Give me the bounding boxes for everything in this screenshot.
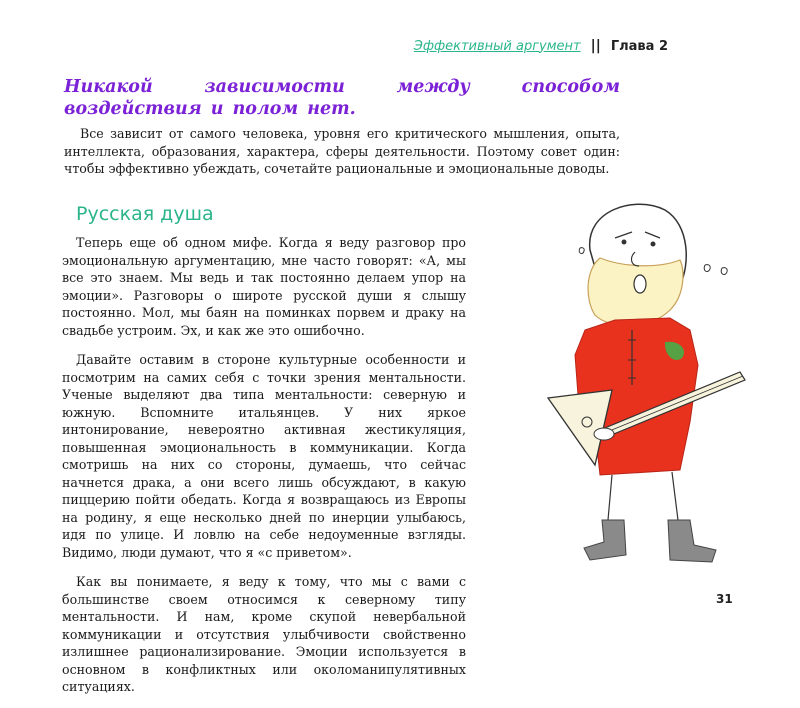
eye-left — [622, 240, 627, 245]
body-paragraph: Давайте оставим в стороне культурные особенности и посмотрим на самих себя с точки зрения ментальности. Ученые выделяют два типа ментальности: северную и южную. Вспомните итальянцев. У них яркое интонирование, невероятно активная жестикуляция, повышенная эмоциональность в коммуникации. Когда смотришь на них со стороны, думаешь, что сейчас начнется драка, а они всего лишь обсуждают, в какую пиццерию пойти обедать. Когда я возвращаюсь из Европы на родину, я еще несколько дней по инерции улыбаюсь, идя по улице. И ловлю на себе недоуменные взгляды. Видимо, люди думают, что я «с приветом». — [62, 352, 466, 560]
page-number: 31 — [716, 592, 733, 606]
section-body — [62, 234, 466, 708]
leg-right — [672, 472, 678, 520]
chapter-number: Глава 2 — [610, 38, 668, 54]
beard — [588, 258, 683, 326]
eye-right — [651, 242, 656, 247]
chapter-title: Эффективный аргумент — [413, 38, 581, 54]
lead-statement: Никакой зависимости между способом воздействия и полом нет. — [64, 77, 620, 119]
intro-paragraph: Все зависит от самого человека, уровня его критического мышления, опыта, интеллекта, образования, характера, сферы деятельности. Поэтому совет один: чтобы эффективно убеждать, сочетайте рациональные и эмоциональные доводы. — [64, 126, 620, 176]
mouth — [634, 275, 646, 293]
body-paragraph: Как вы понимаете, я веду к тому, что мы с вами с большинстве своем относимся к северному типу ментальности. И нам, кроме скупой невербальной коммуникации и отсутствия улыбчивости свойственно излишнее рационализирование. Эмоции используется в основном в конфликтных или околоманипулятивных ситуациях. — [62, 574, 466, 694]
boot-right — [668, 520, 716, 562]
tear-drop-icon — [704, 265, 710, 272]
hand — [594, 428, 614, 440]
boot-left — [584, 520, 626, 560]
leg-left — [608, 475, 612, 520]
header-separator: || — [590, 38, 601, 54]
tear-drop-icon — [579, 248, 584, 254]
section-title: Русская душа — [76, 203, 214, 225]
body-paragraph: Теперь еще об одном мифе. Когда я веду разговор про эмоциональную аргументацию, мне часто говорят: «А, мы все это знаем. Мы ведь и так постоянно делаем упор на эмоции». Разговоры о широте русской души я слышу постоянно. Мол, мы баян на поминках порвем и драку на свадьбе устроим. Эх, и как же это ошибочно. — [62, 235, 466, 338]
tear-drop-icon — [721, 268, 727, 275]
balalaika-player-illustration — [540, 190, 755, 580]
running-header — [414, 38, 668, 54]
